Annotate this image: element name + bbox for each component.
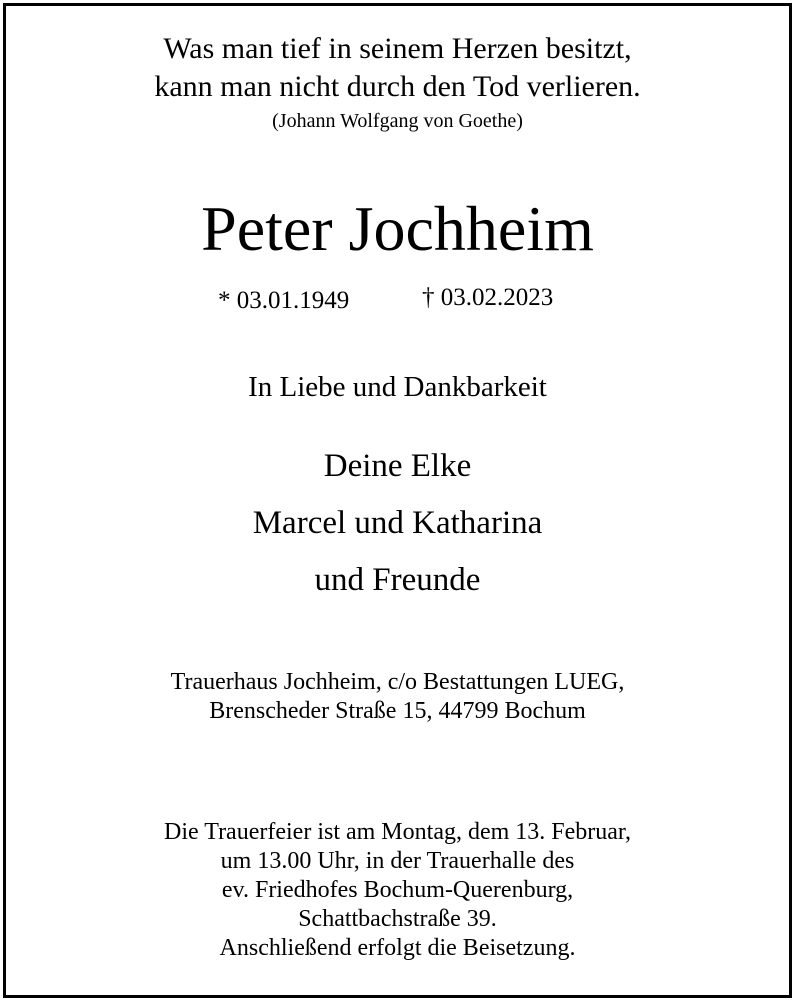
- quote-line-1: Was man tief in seinem Herzen besitzt,: [163, 32, 632, 65]
- deceased-name: Peter Jochheim: [201, 193, 594, 264]
- quote-line-2: kann man nicht durch den Tod verlieren.: [154, 70, 641, 103]
- service-line: ev. Friedhofes Bochum-Querenburg,: [221, 877, 574, 903]
- service-line: Anschließend erfolgt die Beisetzung.: [219, 935, 576, 961]
- service-line: Schattbachstraße 39.: [298, 906, 497, 932]
- mourner-line: Marcel und Katharina: [252, 505, 543, 541]
- address-line-1: Trauerhaus Jochheim, c/o Bestattungen LUEG,: [170, 669, 625, 695]
- service-line: Die Trauerfeier ist am Montag, dem 13. Februar,: [164, 819, 631, 845]
- quote-author: (Johann Wolfgang von Goethe): [272, 110, 523, 132]
- birth-date: * 03.01.1949: [218, 287, 350, 314]
- mourner-line: Deine Elke: [323, 448, 472, 484]
- address-line-2: Brenscheder Straße 15, 44799 Bochum: [209, 698, 586, 724]
- mourner-line: und Freunde: [314, 562, 481, 598]
- service-line: um 13.00 Uhr, in der Trauerhalle des: [220, 848, 575, 874]
- death-date: † 03.02.2023: [422, 284, 554, 311]
- dedication: In Liebe und Dankbarkeit: [248, 371, 547, 403]
